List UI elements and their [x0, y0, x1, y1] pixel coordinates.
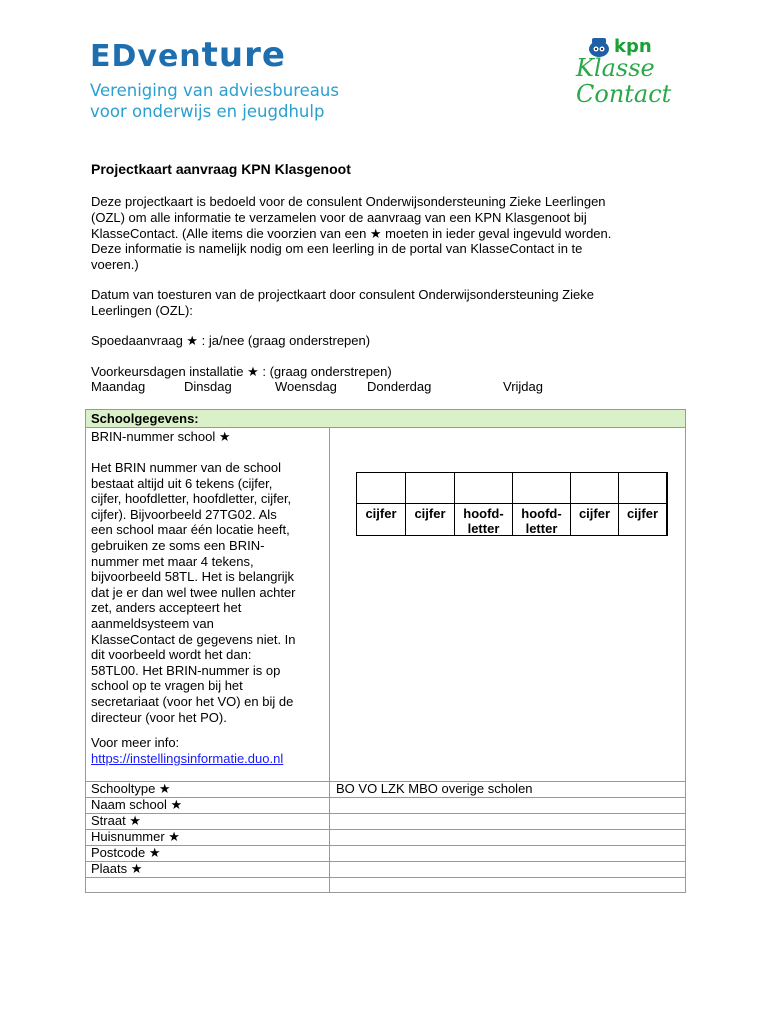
- naam-school-label: Naam school ★: [91, 797, 183, 812]
- schooltype-label: Schooltype ★: [91, 781, 171, 796]
- brin-cell-3[interactable]: hoofd- letter: [455, 473, 513, 535]
- klassecontact-logo: kpn Klasse Contact: [576, 36, 672, 108]
- day-donderdag[interactable]: Donderdag: [367, 379, 432, 394]
- spoedaanvraag-line: Spoedaanvraag ★ : ja/nee (graag onderstrepen): [91, 333, 371, 348]
- brin-cell-5[interactable]: cijfer: [571, 473, 619, 535]
- straat-field[interactable]: [336, 813, 676, 829]
- day-woensdag[interactable]: Woensdag: [275, 379, 337, 394]
- brin-character-grid: [356, 472, 668, 536]
- brin-cell-2[interactable]: cijfer: [406, 473, 455, 535]
- datum-paragraph: Datum van toesturen van de projectkaart door consulent Onderwijsondersteuning Zieke Leerlingen (OZL):: [91, 287, 594, 318]
- brin-cell-1[interactable]: cijfer: [357, 473, 406, 535]
- huisnummer-field[interactable]: [336, 829, 676, 845]
- duo-link[interactable]: https://instellingsinformatie.duo.nl: [91, 751, 284, 766]
- huisnummer-label: Huisnummer ★: [91, 829, 180, 844]
- table-heading: Schoolgegevens:: [86, 410, 685, 428]
- intro-paragraph: Deze projectkaart is bedoeld voor de consulent Onderwijsondersteuning Zieke Leerlingen (OZL) om alle informatie te verzamelen voor de aanvraag van een KPN Klasgenoot bij KlasseContact. (Alle items die voorzien van een ★ moeten in ieder geval ingevuld worden. Deze informatie is namelijk nodig om een leerling in de portal van KlasseContact in te voeren.): [91, 194, 612, 273]
- naam-school-field[interactable]: [336, 797, 676, 813]
- plaats-field[interactable]: [336, 861, 676, 877]
- edventure-tagline: Vereniging van adviesbureaus voor onderwijs en jeugdhulp: [90, 81, 339, 121]
- plaats-label: Plaats ★: [91, 861, 143, 876]
- brin-explanation: Het BRIN nummer van de school bestaat altijd uit 6 tekens (cijfer, cijfer, hoofdletter, hoofdletter, cijfer, cijfer). Bijvoorbeeld 27TG02. Als een school maar één locatie heeft, gebruiken ze soms een BRIN- nummer met maar 4 tekens, bijvoorbeeld 58TL. Het is belangrijk dat je er dan wel twee nullen achter zet, anders accepteert het aanmeldsysteem van KlasseContact de gegevens niet. In dit voorbeeld wordt het dan: 58TL00. Het BRIN-nummer is op school op te vragen bij het secretariaat (voor het VO) en bij de directeur (voor het PO).: [91, 460, 296, 725]
- page-title: Projectkaart aanvraag KPN Klasgenoot: [91, 161, 351, 177]
- more-info-label: Voor meer info:: [91, 735, 180, 750]
- brin-label: BRIN-nummer school ★: [91, 429, 231, 444]
- day-maandag[interactable]: Maandag: [91, 379, 146, 394]
- brin-cell-4[interactable]: hoofd- letter: [513, 473, 571, 535]
- postcode-field[interactable]: [336, 845, 676, 861]
- brin-cell-6[interactable]: cijfer: [619, 473, 667, 535]
- day-dinsdag[interactable]: Dinsdag: [184, 379, 232, 394]
- straat-label: Straat ★: [91, 813, 141, 828]
- schooltype-options[interactable]: BO VO LZK MBO overige scholen: [336, 781, 533, 796]
- edventure-logo: EDventure Vereniging van adviesbureaus voor onderwijs en jeugdhulp: [90, 35, 339, 121]
- voorkeursdagen-line: Voorkeursdagen installatie ★ : (graag onderstrepen): [91, 364, 392, 379]
- day-vrijdag[interactable]: Vrijdag: [503, 379, 543, 394]
- school-data-table: [85, 409, 686, 893]
- postcode-label: Postcode ★: [91, 845, 161, 860]
